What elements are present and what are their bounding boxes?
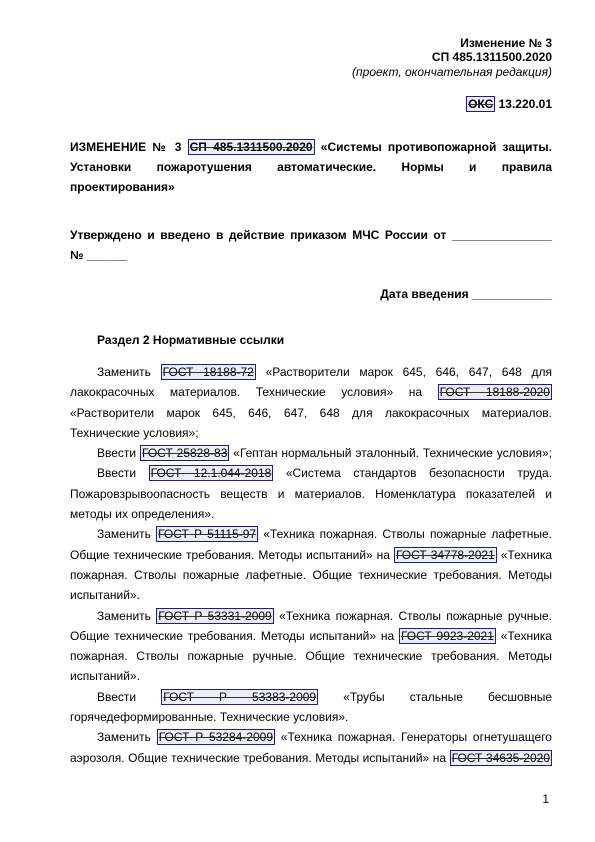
paragraph-line: пожарная. Стволы пожарные лафетные. Общие технические требования. Методы xyxy=(70,567,552,582)
paragraph-line: Заменить ГОСТ 18188-72 «Растворители марок 645, 646, 647, 648 для xyxy=(97,365,552,379)
heading-line-2: Установки пожаротушения автоматические. Нормы и правила xyxy=(70,160,552,174)
heading-line-1 xyxy=(70,137,552,157)
paragraph-line: Ввести ГОСТ 12.1.044-2018 «Система стандартов безопасности труда. xyxy=(97,466,553,481)
paragraph-line: Заменить ГОСТ Р 53284-2009 «Техника пожарная. Генераторы огнетушащего xyxy=(97,730,552,745)
gost-link[interactable]: ГОСТ 25828-83 xyxy=(142,446,228,461)
paragraph-line: испытаний». xyxy=(70,588,140,603)
gost-link[interactable]: ГОСТ 18188-72 xyxy=(162,365,254,379)
gost-link[interactable]: ГОСТ 34778-2021 xyxy=(395,547,495,562)
paragraph-line: Общие технические требования. Методы испытаний» на ГОСТ 34778-2021 «Техника xyxy=(70,547,553,562)
paragraph-line: Заменить ГОСТ Р 51115-97 «Техника пожарная. Стволы пожарные лафетные. xyxy=(97,527,553,542)
amendment-heading xyxy=(70,137,552,197)
oks-link[interactable]: ОКС xyxy=(468,97,494,111)
paragraph-line: «Растворители марок 645, 646, 647, 648 для лакокрасочных материалов. xyxy=(70,405,552,420)
paragraph-line: Общие технические требования. Методы испытаний» на ГОСТ 9923-2021 «Техника xyxy=(70,628,552,643)
paragraph-line: горячедеформированные. Технические условия». xyxy=(70,710,349,725)
oks-code xyxy=(466,97,552,111)
paragraph-line: испытаний». xyxy=(70,669,140,684)
approval-line-1: Утверждено и введено в действие приказом МЧС России от _______________ xyxy=(70,228,552,242)
heading-text: «Системы противопожарной защиты. xyxy=(320,140,552,154)
paragraph-line: Пожаровзрывоопасность веществ и материалов. Номенклатура показателей и xyxy=(70,486,552,501)
amendment-title: Изменение № 3 xyxy=(460,36,552,50)
oks-number: 13.220.01 xyxy=(498,97,552,111)
paragraph-line: Ввести ГОСТ 25828-83 «Гептан нормальный эталонный. Технические условия»; xyxy=(97,446,552,461)
heading-prefix: ИЗМЕНЕНИЕ № 3 xyxy=(70,140,182,154)
heading-doc-link[interactable]: СП 485.1311500.2020 xyxy=(189,140,313,154)
date-of-introduction: Дата введения ____________ xyxy=(380,287,552,301)
paragraph-line: лакокрасочных материалов. Технические условия» на ГОСТ 18188-2020 xyxy=(70,385,550,400)
approval-block xyxy=(70,225,552,265)
gost-link[interactable]: ГОСТ 34635-2020 xyxy=(451,750,550,765)
document-code: СП 485.1311500.2020 xyxy=(431,50,552,64)
approval-line-2: № ______ xyxy=(70,248,127,262)
paragraph-line: методы их определения». xyxy=(70,507,215,522)
gost-link[interactable]: ГОСТ 12.1.044-2018 xyxy=(150,466,272,481)
gost-link[interactable]: ГОСТ Р 53331-2009 xyxy=(158,608,272,623)
heading-line-3: проектирования» xyxy=(70,180,175,194)
page-number: 1 xyxy=(542,792,549,806)
gost-link[interactable]: ГОСТ Р 53284-2009 xyxy=(158,730,274,745)
section-body xyxy=(70,362,552,768)
gost-link[interactable]: ГОСТ Р 51115-97 xyxy=(158,527,257,542)
gost-link[interactable]: ГОСТ 18188-2020 xyxy=(439,385,550,400)
paragraph-line: аэрозоля. Общие технические требования. Методы испытаний» на ГОСТ 34635-2020 xyxy=(70,750,550,765)
paragraph-line: Технические условия»; xyxy=(70,425,199,440)
paragraph-line: Заменить ГОСТ Р 53331-2009 «Техника пожарная. Стволы пожарные ручные. xyxy=(97,608,552,623)
paragraph-line: Ввести ГОСТ Р 53383-2009 «Трубы стальные бесшовные xyxy=(97,689,552,704)
gost-link[interactable]: ГОСТ 9923-2021 xyxy=(400,628,494,643)
gost-link[interactable]: ГОСТ Р 53383-2009 xyxy=(163,689,317,704)
section-heading: Раздел 2 Нормативные ссылки xyxy=(97,333,285,347)
paragraph-line: пожарная. Стволы пожарные ручные. Общие технические требования. Методы xyxy=(70,649,552,664)
draft-note: (проект, окончательная редакция) xyxy=(352,65,552,79)
